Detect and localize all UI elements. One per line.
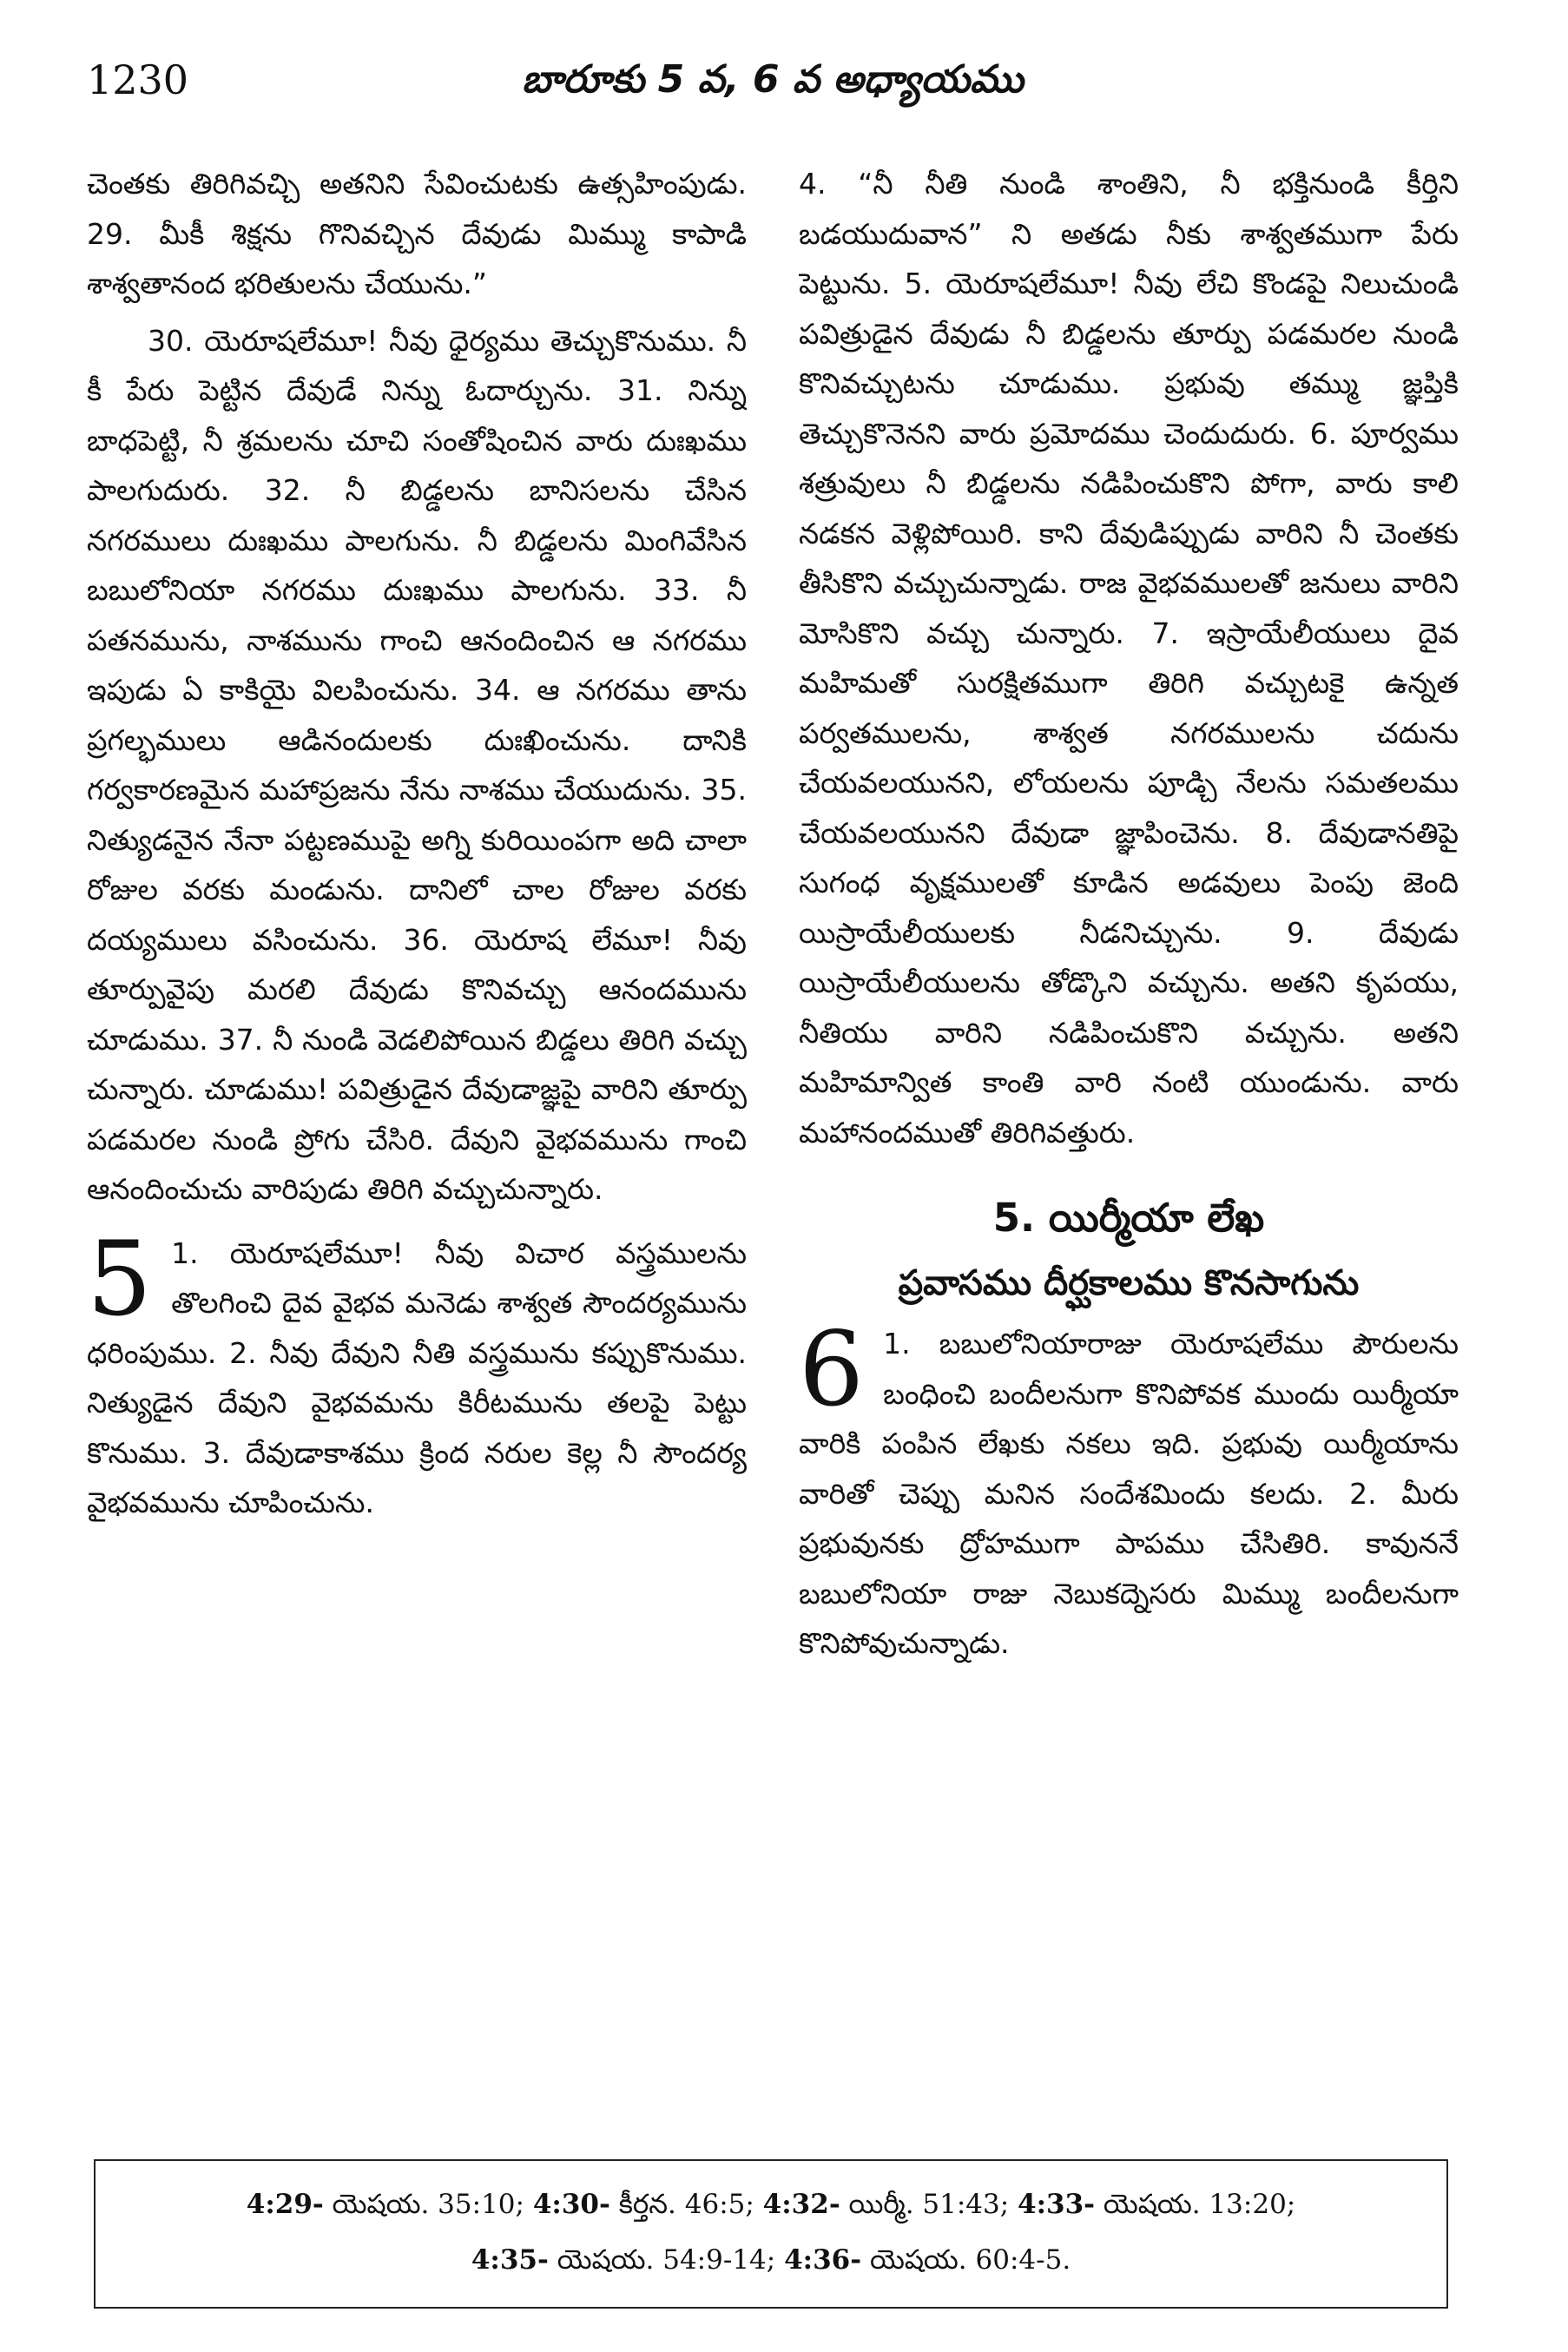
chapter-6-text: 1. బబులోనియారాజు యెరూషలేము పౌరులను బంధించి బందీలనుగా కొనిపోవక ముందు యిర్మీయా వారికి పంపిన లేఖకు నకలు ఇది. ప్రభువు యిర్మీయాను వారితో చెప్పు మనిన సందేశమిందు కలదు. 2. మీరు ప్రభువునకు ద్రోహముగా పాపము చేసితిరి. కావుననే బబులోనియా రాజు నెబుకద్నెసరు మిమ్ము బందీలనుగా కొనిపోవుచున్నాడు. — [799, 1327, 1459, 1660]
ref-value: కీర్తన. 46:5; — [609, 2189, 763, 2220]
ref-key: 4:35- — [471, 2244, 549, 2276]
ref-key: 4:29- — [246, 2189, 324, 2220]
chapter-6-paragraph — [799, 1309, 1459, 1669]
chapter-5-number: 5 — [87, 1218, 153, 1339]
running-title: బారూకు 5 వ, 6 వ అధ్యాయము — [522, 57, 1024, 102]
ref-value: యెషయ. 13:20; — [1095, 2189, 1296, 2220]
left-column — [87, 159, 747, 2095]
paragraph: 30. యెరూషలేమూ! నీవు ధైర్యము తెచ్చుకొనుము. నీ కీ పేరు పెట్టిన దేవుడే నిన్ను ఓదార్చును. 31. నిన్ను బాధపెట్టి, నీ శ్రమలను చూచి సంతోషించిన వారు దుఃఖము పాలగుదురు. 32. నీ బిడ్డలను బానిసలను చేసిన నగరములు దుఃఖము పాలగును. నీ బిడ్డలను మింగివేసిన బబులోనియా నగరము దుఃఖము పాలగును. 33. నీ పతనమును, నాశమును గాంచి ఆనందించిన ఆ నగరము ఇపుడు ఏ కాకియై విలపించును. 34. ఆ నగరము తాను ప్రగల్భములు ఆడినందులకు దుఃఖించును. దానికి గర్వకారణమైన మహాప్రజను నేను నాశము చేయుదును. 35. నిత్యుడనైన నేనా పట్టణముపై అగ్ని కురియింపగా అది చాలా రోజుల వరకు మండును. దానిలో చాల రోజుల వరకు దయ్యములు వసించును. 36. యెరూష లేమూ! నీవు తూర్పువైపు మరలి దేవుడు కొనివచ్చు ఆనందమును చూడుము. 37. నీ నుండి వెడలిపోయిన బిడ్డలు తిరిగి వచ్చు చున్నారు. చూడుము! పవిత్రుడైన దేవుడాజ్ఞపై వారిని తూర్పు పడమరల నుండి ప్రోగు చేసిరి. దేవుని వైభవమును గాంచి ఆనందించుచు వారిపుడు తిరిగి వచ్చుచున్నారు. — [87, 323, 747, 1206]
ref-key: 4:30- — [532, 2189, 610, 2220]
ref-key: 4:36- — [784, 2244, 862, 2276]
page-number: 1230 — [87, 56, 189, 103]
chapter-5-paragraph — [87, 1218, 747, 1528]
ref-value: యెషయ. 35:10; — [323, 2189, 533, 2220]
chapter-6-number: 6 — [799, 1309, 865, 1429]
ref-key: 4:32- — [762, 2189, 840, 2220]
ref-value: యెషయ. 54:9-14; — [548, 2244, 785, 2276]
section-subtitle: ప్రవాసము దీర్ఘకాలము కొనసాగును — [898, 1263, 1360, 1303]
right-column — [799, 159, 1459, 2095]
page-header — [87, 45, 1459, 115]
ref-value: యిర్మీ. 51:43; — [840, 2189, 1018, 2220]
paragraph: చెంతకు తిరిగివచ్చి అతనిని సేవించుటకు ఉత్సహింపుడు. 29. మీకీ శిక్షను గొనివచ్చిన దేవుడు మిమ్ము కాపాడి శాశ్వతానంద భరితులను చేయును.” — [87, 167, 747, 300]
ref-value: యెషయ. 60:4-5. — [861, 2244, 1071, 2276]
paragraph: 4. “నీ నీతి నుండి శాంతిని, నీ భక్తినుండి కీర్తిని బడయుదువాన” ని అతడు నీకు శాశ్వతముగా పేరు పెట్టును. 5. యెరూషలేమూ! నీవు లేచి కొండపై నిలుచుండి పవిత్రుడైన దేవుడు నీ బిడ్డలను తూర్పు పడమరల నుండి కొనివచ్చుటను చూడుము. ప్రభువు తమ్ము జ్ఞప్తికి తెచ్చుకొనెనని వారు ప్రమోదము చెందుదురు. 6. పూర్వము శత్రువులు నీ బిడ్డలను నడిపించుకొని పోగా, వారు కాలి నడకన వెళ్లిపోయిరి. కాని దేవుడిప్పుడు వారిని నీ చెంతకు తీసికొని వచ్చుచున్నాడు. రాజ వైభవములతో జనులు వారిని మోసికొని వచ్చు చున్నారు. 7. ఇస్రాయేలీయులు దైవ మహిమతో సురక్షితముగా తిరిగి వచ్చుటకై ఉన్నత పర్వతములను, శాశ్వత నగరములను చదును చేయవలయునని, లోయలను పూడ్చి నేలను సమతలము చేయవలయునని దేవుడా జ్ఞాపించెను. 8. దేవుడానతిపై సుగంధ వృక్షములతో కూడిన అడవులు పెంపు జెంది యిస్రాయేలీయులకు నీడనిచ్చును. 9. దేవుడు యిస్రాయేలీయులను తోడ్కొని వచ్చును. అతని కృపయు, నీతియు వారిని నడిపించుకొని వచ్చును. అతని మహిమాన్విత కాంతి వారి నంటి యుండును. వారు మహానందముతో తిరిగివత్తురు. — [799, 167, 1459, 1150]
chapter-5-text: 1. యెరూషలేమూ! నీవు విచార వస్త్రములను తొలగించి దైవ వైభవ మనెడు శాశ్వత సౌందర్యమును ధరింపుము. 2. నీవు దేవుని నీతి వస్త్రమును కప్పుకొనుము. నిత్యుడైన దేవుని వైభవమను కిరీటమును తలపై పెట్టు కొనుము. 3. దేవుడాకాశము క్రింద నరుల కెల్ల నీ సౌందర్య వైభవమును చూపించును. — [87, 1235, 747, 1519]
references-line-1 — [96, 2177, 1446, 2232]
ref-key: 4:33- — [1018, 2189, 1096, 2220]
section-title: 5. యిర్మీయా లేఖ — [992, 1195, 1265, 1241]
references-line-2 — [96, 2232, 1446, 2288]
cross-references-box — [94, 2159, 1448, 2309]
